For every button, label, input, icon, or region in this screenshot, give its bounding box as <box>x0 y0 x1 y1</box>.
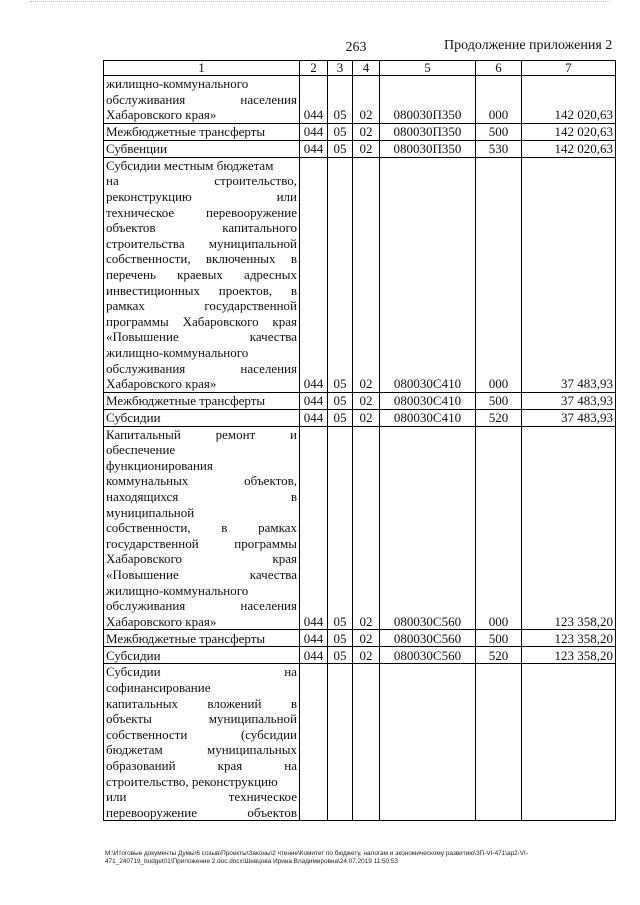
row-description <box>104 123 300 140</box>
row-description <box>104 76 300 124</box>
amount: 142 020,63 <box>522 76 616 124</box>
description-line: инвестиционных проектов, в <box>106 282 297 298</box>
description-line: обслуживания населения <box>106 598 297 614</box>
header-cell: 6 <box>476 61 522 76</box>
header-cell: 5 <box>380 61 476 76</box>
subsection-code: 02 <box>353 409 380 426</box>
section-code: 05 <box>328 76 353 124</box>
amount: 123 358,20 <box>522 647 616 664</box>
description-line: строительства муниципальной <box>106 235 297 251</box>
description-line: Субсидии местным бюджетам <box>106 157 274 173</box>
table-header-row <box>104 61 616 76</box>
description-line: бюджетам муниципальных <box>106 742 297 758</box>
section-code: 05 <box>328 630 353 647</box>
page-number: 263 <box>345 40 367 55</box>
expense-type-code: 500 <box>476 392 522 409</box>
description-line: жилищно-коммунального <box>106 76 249 91</box>
section-code: 05 <box>328 426 353 630</box>
description-line: образований края на <box>106 757 297 773</box>
document-path-footer: М:\Итоговые документы Думы\6 созыв\Проекты\Законы\2 чтение\Комитет по бюджету, налогам и экономическому развитию\ЗП-VI-471\ар2-VI-471_240719_budget01\Приложение 2.doc.docx\Шевцова Ирина Владимировна\24.07.2019 11:50:53 <box>105 850 528 865</box>
subsection-code: 02 <box>353 123 380 140</box>
table-row <box>104 647 616 664</box>
section-code: 05 <box>328 409 353 426</box>
target-article-code: 080030С560 <box>380 426 476 630</box>
amount: 37 483,93 <box>522 157 616 392</box>
description-line: Хабаровского края <box>106 551 297 567</box>
ministry-code: 044 <box>300 76 328 124</box>
row-description <box>104 157 300 392</box>
expense-type-code <box>476 664 522 821</box>
description-line: на строительство, <box>106 173 297 189</box>
table-row <box>104 392 616 409</box>
description-line: программы Хабаровского края <box>106 313 297 329</box>
target-article-code: 080030П350 <box>380 123 476 140</box>
description-line: собственности, включенных в <box>106 251 297 267</box>
ministry-code <box>300 664 328 821</box>
description-line: обслуживания населения <box>106 360 297 376</box>
amount <box>522 664 616 821</box>
expense-type-code: 520 <box>476 647 522 664</box>
subsection-code: 02 <box>353 392 380 409</box>
description-line: Хабаровского края» <box>106 613 217 629</box>
table-row <box>104 157 616 392</box>
amount: 142 020,63 <box>522 123 616 140</box>
header-cell: 2 <box>300 61 328 76</box>
expense-type-code: 000 <box>476 426 522 630</box>
amount: 123 358,20 <box>522 630 616 647</box>
ministry-code: 044 <box>300 630 328 647</box>
subsection-code: 02 <box>353 426 380 630</box>
description-line: реконструкцию или <box>106 188 297 204</box>
table-row <box>104 426 616 630</box>
subsection-code <box>353 664 380 821</box>
row-description <box>104 140 300 157</box>
table-row <box>104 140 616 157</box>
subsection-code: 02 <box>353 157 380 392</box>
description-line: софинансирование <box>106 680 211 695</box>
description-line: Межбюджетные трансферты <box>106 393 266 409</box>
subsection-code: 02 <box>353 630 380 647</box>
description-line: муниципальной <box>106 504 195 520</box>
description-line: обеспечение <box>106 442 176 458</box>
description-line: Субсидии <box>106 647 161 663</box>
description-line: собственности, в рамках <box>106 520 297 536</box>
description-line: Субсидии на <box>106 664 297 680</box>
expense-type-code: 500 <box>476 630 522 647</box>
scan-top-edge <box>30 1 610 5</box>
table-row <box>104 409 616 426</box>
amount: 142 020,63 <box>522 140 616 157</box>
target-article-code: 080030П350 <box>380 140 476 157</box>
description-line: техническое перевооружение <box>106 204 297 220</box>
row-description <box>104 664 300 821</box>
expense-type-code: 500 <box>476 123 522 140</box>
description-line: перечень краевых адресных <box>106 266 297 282</box>
description-line: Хабаровского края» <box>106 107 217 123</box>
row-description <box>104 647 300 664</box>
expense-type-code: 000 <box>476 76 522 124</box>
description-line: Субсидии <box>106 410 161 426</box>
ministry-code: 044 <box>300 409 328 426</box>
target-article-code: 080030С560 <box>380 647 476 664</box>
table-row <box>104 630 616 647</box>
page-heading: Продолжение приложения 2 <box>444 38 613 53</box>
description-line: Межбюджетные трансферты <box>106 630 266 646</box>
description-line: «Повышение качества <box>106 567 297 583</box>
table-row <box>104 664 616 821</box>
ministry-code: 044 <box>300 157 328 392</box>
description-line: капитальных вложений в <box>106 695 297 711</box>
target-article-code: 080030С410 <box>380 157 476 392</box>
description-line: объекты муниципальной <box>106 711 297 727</box>
target-article-code: 080030С560 <box>380 630 476 647</box>
row-description <box>104 392 300 409</box>
section-code: 05 <box>328 647 353 664</box>
description-line: рамках государственной <box>106 298 297 314</box>
header-cell: 7 <box>522 61 616 76</box>
description-line: Межбюджетные трансферты <box>106 124 266 140</box>
subsection-code: 02 <box>353 76 380 124</box>
table-row <box>104 76 616 124</box>
header-cell: 1 <box>104 61 300 76</box>
row-description <box>104 630 300 647</box>
budget-table <box>103 60 616 821</box>
section-code <box>328 664 353 821</box>
subsection-code: 02 <box>353 140 380 157</box>
amount: 37 483,93 <box>522 392 616 409</box>
target-article-code: 080030С410 <box>380 409 476 426</box>
ministry-code: 044 <box>300 392 328 409</box>
description-line: или техническое <box>106 789 297 805</box>
target-article-code: 080030П350 <box>380 76 476 124</box>
amount: 37 483,93 <box>522 409 616 426</box>
header-cell: 3 <box>328 61 353 76</box>
description-line: объектов капитального <box>106 220 297 236</box>
ministry-code: 044 <box>300 123 328 140</box>
row-description <box>104 426 300 630</box>
description-line: жилищно-коммунального <box>106 582 249 598</box>
description-line: Хабаровского края» <box>106 376 217 392</box>
subsection-code: 02 <box>353 647 380 664</box>
table-row <box>104 123 616 140</box>
description-line: находящихся в <box>106 489 297 505</box>
description-line: Капитальный ремонт и <box>106 426 297 442</box>
description-line: жилищно-коммунального <box>106 344 249 360</box>
expense-type-code: 000 <box>476 157 522 392</box>
expense-type-code: 530 <box>476 140 522 157</box>
description-line: строительство, реконструкцию <box>106 773 278 789</box>
description-line: «Повышение качества <box>106 329 297 345</box>
row-description <box>104 409 300 426</box>
description-line: коммунальных объектов, <box>106 473 297 489</box>
target-article-code: 080030С410 <box>380 392 476 409</box>
amount: 123 358,20 <box>522 426 616 630</box>
ministry-code: 044 <box>300 140 328 157</box>
header-cell: 4 <box>353 61 380 76</box>
description-line: обслуживания населения <box>106 91 297 107</box>
target-article-code <box>380 664 476 821</box>
description-line: Субвенции <box>106 141 167 157</box>
description-line: функционирования <box>106 457 213 473</box>
section-code: 05 <box>328 123 353 140</box>
ministry-code: 044 <box>300 426 328 630</box>
section-code: 05 <box>328 392 353 409</box>
ministry-code: 044 <box>300 647 328 664</box>
section-code: 05 <box>328 157 353 392</box>
description-line: государственной программы <box>106 535 297 551</box>
description-line: собственности (субсидии <box>106 726 297 742</box>
description-line: перевооружение объектов <box>106 804 297 820</box>
expense-type-code: 520 <box>476 409 522 426</box>
section-code: 05 <box>328 140 353 157</box>
